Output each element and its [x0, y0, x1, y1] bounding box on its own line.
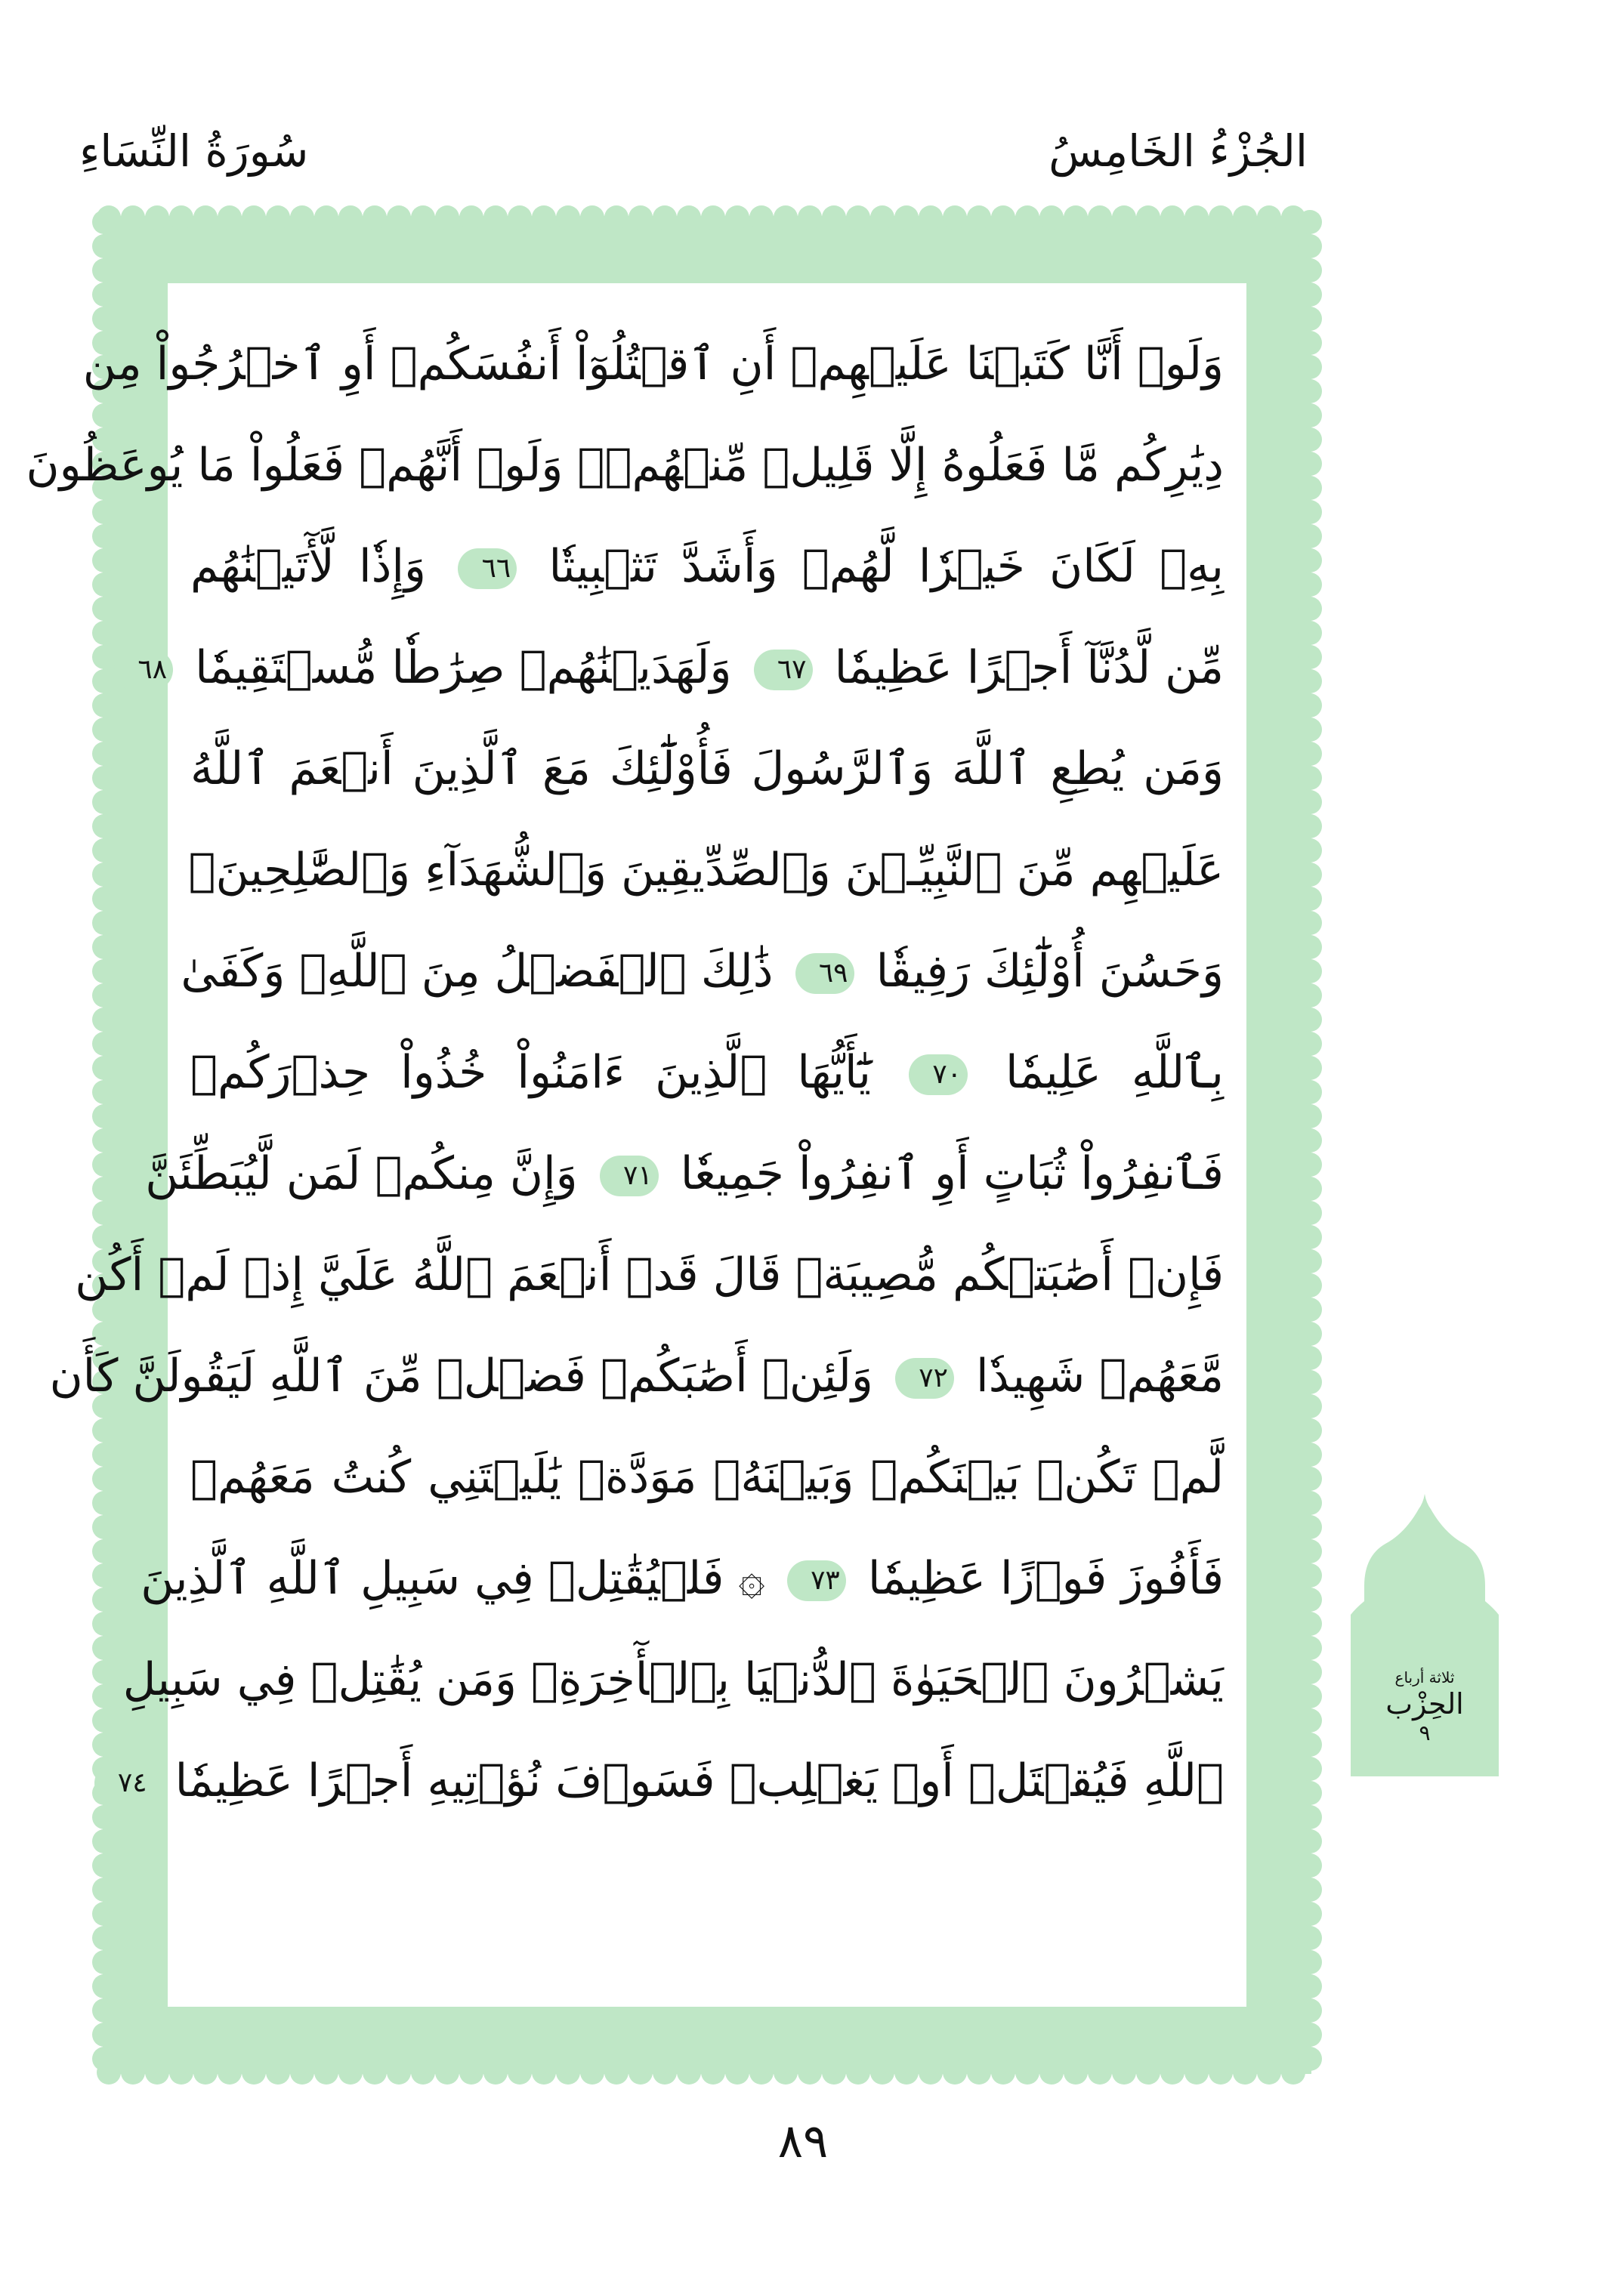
frame-scallop [145, 2060, 169, 2085]
frame-scallop [92, 1128, 116, 1153]
frame-scallop [483, 2060, 508, 2085]
frame-scallop [92, 1539, 116, 1563]
frame-scallop [822, 205, 846, 230]
verse-text: وَمَن يُطِعِ ٱللَّهَ وَٱلرَّسُولَ فَأُوْلَٰٓئِكَ مَعَ ٱلَّذِينَ أَنۡعَمَ ٱللَّهُ [190, 742, 1224, 795]
frame-scallop [92, 234, 116, 258]
frame-scallop [92, 1563, 116, 1588]
frame-scallop [92, 1878, 116, 1902]
frame-scallop [92, 790, 116, 814]
frame-scallop [483, 205, 508, 230]
frame-scallop [749, 2060, 774, 2085]
frame-scallop [92, 742, 116, 766]
frame-scallop [169, 2060, 193, 2085]
frame-scallop [1298, 693, 1322, 718]
frame-scallop [556, 205, 580, 230]
frame-scallop [1298, 1926, 1322, 1950]
frame-scallop [1039, 205, 1064, 230]
frame-scallop [92, 548, 116, 572]
frame-scallop [387, 205, 411, 230]
frame-scallop [1298, 452, 1322, 476]
frame-scallop [580, 2060, 604, 2085]
hizb-number: ٩ [1419, 1720, 1431, 1745]
frame-scallop [967, 2060, 991, 2085]
frame-scallop [508, 2060, 532, 2085]
frame-scallop [1298, 1902, 1322, 1926]
frame-scallop [1298, 1563, 1322, 1588]
frame-scallop [1298, 1515, 1322, 1539]
frame-scallop [1298, 500, 1322, 524]
frame-scallop [1088, 205, 1112, 230]
frame-scallop [92, 1201, 116, 1225]
verse-text: فَٱنفِرُواْ ثُبَاتٍ أَوِ ٱنفِرُواْ جَمِيعٗا [680, 1147, 1224, 1200]
ayah-number-marker: ٦٨ [114, 650, 173, 690]
frame-scallop [1298, 1249, 1322, 1273]
frame-scallop [677, 2060, 701, 2085]
frame-scallop [363, 2060, 387, 2085]
verse-text: بِهِۦ لَكَانَ خَيۡرٗا لَّهُمۡ وَأَشَدَّ تَثۡبِيتٗا [548, 540, 1225, 593]
frame-scallop [943, 2060, 967, 2085]
frame-scallop [774, 205, 798, 230]
frame-scallop [1298, 959, 1322, 983]
frame-scallop [725, 2060, 749, 2085]
frame-scallop [1298, 1418, 1322, 1443]
frame-scallop [1298, 1708, 1322, 1733]
frame-scallop [92, 210, 116, 234]
frame-scallop [1298, 1394, 1322, 1418]
frame-scallop [1298, 210, 1322, 234]
frame-scallop [1298, 1056, 1322, 1080]
frame-scallop [121, 2060, 145, 2085]
frame-scallop [1298, 838, 1322, 863]
frame-scallop [1298, 1660, 1322, 1684]
frame-scallop [92, 1153, 116, 1177]
frame-scallop [1298, 911, 1322, 935]
frame-scallop [1298, 1346, 1322, 1370]
frame-scallop [145, 205, 169, 230]
verse-line [181, 921, 1224, 1022]
frame-scallop [92, 718, 116, 742]
ayah-number-marker: ٧١ [600, 1156, 659, 1196]
frame-scallop [92, 1467, 116, 1491]
verse-line [145, 1123, 1224, 1224]
frame-scallop [193, 2060, 218, 2085]
frame-scallop [1298, 1491, 1322, 1515]
frame-scallop [1298, 1225, 1322, 1249]
frame-scallop [1298, 1153, 1322, 1177]
verse-text: وَحَسُنَ أُوْلَٰٓئِكَ رَفِيقٗا [876, 945, 1224, 998]
verse-line [141, 1528, 1224, 1629]
frame-scallop [1298, 1177, 1322, 1201]
verse-text: فَإِنۡ أَصَٰبَتۡكُم مُّصِيبَةٞ قَالَ قَدۡ أَنۡعَمَ ٱللَّهُ عَلَيَّ إِذۡ لَمۡ أَكُن [75, 1248, 1224, 1301]
frame-scallop [92, 258, 116, 282]
frame-scallop [1298, 1298, 1322, 1322]
frame-scallop [1298, 1443, 1322, 1467]
frame-scallop [1136, 2060, 1160, 2085]
verse-line [190, 516, 1224, 617]
frame-scallop [1233, 2060, 1257, 2085]
frame-scallop [411, 2060, 435, 2085]
frame-scallop [1298, 1829, 1322, 1853]
frame-scallop [1298, 234, 1322, 258]
frame-scallop [1298, 1080, 1322, 1104]
frame-scallop [991, 2060, 1015, 2085]
frame-scallop [1298, 331, 1322, 355]
frame-scallop [92, 1636, 116, 1660]
frame-scallop [1298, 1805, 1322, 1829]
frame-scallop [604, 2060, 629, 2085]
verse-line [117, 1730, 1224, 1832]
frame-scallop [92, 935, 116, 959]
verse-text: بِٱللَّهِ عَلِيمٗا [1005, 1046, 1224, 1099]
frame-scallop [1298, 379, 1322, 403]
frame-scallop [1298, 282, 1322, 307]
frame-scallop [1298, 307, 1322, 331]
verse-text: لَّمۡ تَكُنۢ بَيۡنَكُمۡ وَبَيۡنَهُۥ مَوَدَّةٞ يَٰلَيۡتَنِي كُنتُ مَعَهُمۡ [190, 1451, 1224, 1504]
frame-scallop [92, 1708, 116, 1733]
frame-scallop [92, 1660, 116, 1684]
frame-scallop [1298, 1757, 1322, 1781]
frame-scallop [774, 2060, 798, 2085]
frame-scallop [338, 2060, 363, 2085]
frame-scallop [266, 2060, 290, 2085]
frame-scallop [92, 1902, 116, 1926]
verse-text: ٱللَّهِ فَيُقۡتَلۡ أَوۡ يَغۡلِبۡ فَسَوۡفَ نُؤۡتِيهِ أَجۡرًا عَظِيمٗا [174, 1754, 1224, 1807]
frame-scallop [894, 205, 919, 230]
frame-scallop [798, 2060, 822, 2085]
frame-scallop [1298, 1950, 1322, 1974]
ayah-number-marker: ٦٩ [795, 953, 854, 994]
frame-scallop [653, 205, 677, 230]
frame-scallop [798, 205, 822, 230]
frame-scallop [822, 2060, 846, 2085]
verse-text: وَإِذٗا لَّأٓتَيۡنَٰهُم [190, 540, 426, 593]
frame-scallop [1298, 403, 1322, 427]
frame-scallop [1209, 205, 1233, 230]
frame-scallop [629, 205, 653, 230]
ayah-number-marker: ٧٠ [909, 1054, 968, 1095]
verse-line [190, 819, 1224, 921]
frame-scallop [1112, 205, 1136, 230]
frame-scallop [1015, 205, 1039, 230]
frame-scallop [92, 1515, 116, 1539]
verse-text: وَلَوۡ أَنَّا كَتَبۡنَا عَلَيۡهِمۡ أَنِ ٱقۡتُلُوٓاْ أَنفُسَكُمۡ أَوِ ٱخۡرُجُواْ مِن [82, 338, 1224, 390]
page-number: ٨٩ [777, 2113, 829, 2168]
frame-scallop [967, 205, 991, 230]
frame-scallop [1298, 524, 1322, 548]
frame-scallop [1298, 1853, 1322, 1878]
frame-scallop [846, 205, 870, 230]
surah-title: سُورَةُ النِّسَاءِ [79, 125, 309, 177]
frame-scallop [92, 2047, 116, 2071]
hizb-fraction-label: ثلاثة أرباع [1394, 1668, 1455, 1687]
frame-scallop [556, 2060, 580, 2085]
verse-line [137, 617, 1224, 718]
frame-scallop [92, 1032, 116, 1056]
frame-scallop [92, 282, 116, 307]
frame-scallop [92, 572, 116, 597]
verse-line [82, 313, 1224, 415]
frame-scallop [1298, 935, 1322, 959]
verse-line [190, 1022, 1224, 1123]
frame-scallop [1015, 2060, 1039, 2085]
frame-scallop [677, 205, 701, 230]
verse-line [49, 1325, 1224, 1427]
frame-scallop [1298, 1733, 1322, 1757]
ayah-number-marker: ٧٢ [895, 1358, 954, 1399]
juz-title: الجُزْءُ الخَامِسُ [1049, 125, 1308, 177]
frame-scallop [1064, 205, 1088, 230]
verse-text: يَشۡرُونَ ٱلۡحَيَوٰةَ ٱلدُّنۡيَا بِٱلۡأٓخِرَةِۚ وَمَن يُقَٰتِلۡ فِي سَبِيلِ [122, 1653, 1224, 1706]
frame-scallop [92, 1104, 116, 1128]
frame-scallop [1298, 2047, 1322, 2071]
frame-scallop [92, 1612, 116, 1636]
frame-scallop [92, 911, 116, 935]
frame-scallop [580, 205, 604, 230]
frame-scallop [1298, 1201, 1322, 1225]
frame-scallop [1257, 2060, 1281, 2085]
frame-scallop [1160, 2060, 1184, 2085]
frame-scallop [1298, 355, 1322, 379]
frame-scallop [92, 1829, 116, 1853]
frame-scallop [242, 205, 266, 230]
frame-scallop [92, 838, 116, 863]
frame-scallop [266, 205, 290, 230]
frame-scallop [919, 2060, 943, 2085]
frame-scallop [725, 205, 749, 230]
frame-scallop [629, 2060, 653, 2085]
frame-scallop [459, 2060, 483, 2085]
verse-text: ذَٰلِكَ ٱلۡفَضۡلُ مِنَ ٱللَّهِۚ وَكَفَىٰ [181, 945, 774, 998]
verse-text: دِيَٰرِكُم مَّا فَعَلُوهُ إِلَّا قَلِيلٞ مِّنۡهُمۡۖ وَلَوۡ أَنَّهُمۡ فَعَلُواْ مَا يُوعَظُونَ [26, 439, 1224, 492]
frame-scallop [1298, 1781, 1322, 1805]
frame-scallop [1298, 258, 1322, 282]
frame-scallop [1298, 1636, 1322, 1660]
verse-line [190, 1427, 1224, 1528]
frame-scallop [218, 205, 242, 230]
frame-scallop [1298, 548, 1322, 572]
frame-scallop [92, 887, 116, 911]
frame-scallop [92, 863, 116, 887]
hizb-marker-tab [1351, 1480, 1499, 1776]
frame-scallop [92, 1008, 116, 1032]
frame-scallop [92, 1056, 116, 1080]
frame-scallop [92, 1588, 116, 1612]
frame-scallop [894, 2060, 919, 2085]
verse-line [190, 718, 1224, 819]
frame-scallop [290, 2060, 314, 2085]
frame-scallop [1298, 572, 1322, 597]
frame-scallop [1184, 2060, 1209, 2085]
frame-scallop [1298, 645, 1322, 669]
verse-text: وَإِنَّ مِنكُمۡ لَمَن لَّيُبَطِّئَنَّ [145, 1147, 578, 1200]
hizb-label: الحِزْب [1385, 1687, 1464, 1720]
frame-scallop [1298, 983, 1322, 1008]
frame-scallop [92, 1684, 116, 1708]
frame-scallop [92, 766, 116, 790]
frame-scallop [1298, 597, 1322, 621]
frame-scallop [1233, 205, 1257, 230]
ayah-number-marker: ٧٣ [787, 1560, 846, 1601]
frame-scallop [701, 205, 725, 230]
frame-scallop [121, 205, 145, 230]
frame-scallop [169, 205, 193, 230]
frame-scallop [604, 205, 629, 230]
frame-scallop [92, 1080, 116, 1104]
frame-scallop [1298, 1539, 1322, 1563]
frame-scallop [1184, 205, 1209, 230]
frame-scallop [749, 205, 774, 230]
frame-scallop [92, 1491, 116, 1515]
frame-scallop [1298, 766, 1322, 790]
ayah-number-marker: ٧٤ [94, 1763, 153, 1804]
frame-scallop [1298, 2023, 1322, 2047]
frame-scallop [92, 959, 116, 983]
frame-scallop [1160, 205, 1184, 230]
frame-scallop [701, 2060, 725, 2085]
frame-scallop [1298, 1878, 1322, 1902]
frame-scallop [1039, 2060, 1064, 2085]
verse-text: يَٰٓأَيُّهَا ٱلَّذِينَ ءَامَنُواْ خُذُواْ حِذۡرَكُمۡ [190, 1046, 871, 1099]
frame-scallop [1298, 1467, 1322, 1491]
frame-scallop [1298, 1974, 1322, 1998]
frame-scallop [411, 205, 435, 230]
frame-scallop [1257, 205, 1281, 230]
frame-scallop [653, 2060, 677, 2085]
frame-scallop [92, 1974, 116, 1998]
frame-scallop [435, 205, 459, 230]
frame-scallop [1298, 1612, 1322, 1636]
frame-scallop [1298, 1322, 1322, 1346]
verse-text: فَأَفُوزَ فَوۡزًا عَظِيمٗا [867, 1552, 1224, 1605]
frame-scallop [92, 1443, 116, 1467]
frame-scallop [1064, 2060, 1088, 2085]
frame-scallop [92, 2023, 116, 2047]
verse-text: وَلَئِنۡ أَصَٰبَكُمۡ فَضۡلٞ مِّنَ ٱللَّهِ لَيَقُولَنَّ كَأَن [49, 1350, 873, 1403]
frame-scallop [1112, 2060, 1136, 2085]
frame-scallop [1298, 1588, 1322, 1612]
verse-line [122, 1629, 1224, 1730]
verse-text: ۞ فَلۡيُقَٰتِلۡ فِي سَبِيلِ ٱللَّهِ ٱلَّذِينَ [141, 1552, 765, 1605]
frame-scallop [1298, 669, 1322, 693]
verse-line [26, 415, 1224, 516]
frame-scallop [1298, 1104, 1322, 1128]
frame-scallop [1298, 887, 1322, 911]
frame-scallop [1136, 205, 1160, 230]
frame-scallop [1298, 1684, 1322, 1708]
frame-scallop [242, 2060, 266, 2085]
frame-scallop [459, 205, 483, 230]
frame-scallop [1298, 742, 1322, 766]
frame-scallop [435, 2060, 459, 2085]
frame-scallop [1298, 476, 1322, 500]
ayah-number-marker: ٦٧ [754, 650, 813, 690]
frame-scallop [290, 205, 314, 230]
frame-scallop [1088, 2060, 1112, 2085]
frame-scallop [92, 1950, 116, 1974]
quran-text-area [26, 283, 1246, 2007]
frame-scallop [532, 205, 556, 230]
frame-scallop [1298, 1032, 1322, 1056]
frame-scallop [92, 1853, 116, 1878]
frame-scallop [92, 1177, 116, 1201]
frame-scallop [92, 814, 116, 838]
frame-scallop [1298, 1273, 1322, 1298]
frame-scallop [193, 205, 218, 230]
frame-scallop [387, 2060, 411, 2085]
frame-scallop [314, 2060, 338, 2085]
frame-scallop [1298, 621, 1322, 645]
frame-scallop [92, 524, 116, 548]
verse-line [75, 1224, 1224, 1325]
frame-scallop [1298, 1008, 1322, 1032]
frame-scallop [92, 983, 116, 1008]
frame-scallop [218, 2060, 242, 2085]
verse-text: مَّعَهُمۡ شَهِيدٗا [976, 1350, 1224, 1403]
frame-scallop [991, 205, 1015, 230]
frame-scallop [314, 205, 338, 230]
frame-scallop [532, 2060, 556, 2085]
verse-text: عَلَيۡهِم مِّنَ ٱلنَّبِيِّـۧنَ وَٱلصِّدِّيقِينَ وَٱلشُّهَدَآءِ وَٱلصَّٰلِحِينَۚ [188, 844, 1224, 896]
frame-scallop [1209, 2060, 1233, 2085]
ayah-number-marker: ٦٦ [458, 548, 517, 589]
frame-scallop [1298, 427, 1322, 452]
frame-scallop [870, 205, 894, 230]
frame-scallop [1298, 863, 1322, 887]
verse-text: وَلَهَدَيۡنَٰهُمۡ صِرَٰطٗا مُّسۡتَقِيمٗا [195, 641, 732, 694]
frame-scallop [1298, 814, 1322, 838]
frame-scallop [1298, 718, 1322, 742]
frame-scallop [1298, 790, 1322, 814]
frame-scallop [1298, 1998, 1322, 2023]
frame-scallop [363, 205, 387, 230]
frame-scallop [919, 205, 943, 230]
frame-scallop [1298, 1370, 1322, 1394]
frame-scallop [846, 2060, 870, 2085]
frame-scallop [92, 1998, 116, 2023]
frame-scallop [943, 205, 967, 230]
frame-scallop [1298, 1128, 1322, 1153]
verse-text: مِّن لَّدُنَّآ أَجۡرًا عَظِيمٗا [834, 641, 1224, 694]
frame-scallop [338, 205, 363, 230]
frame-scallop [870, 2060, 894, 2085]
frame-scallop [92, 1926, 116, 1950]
frame-scallop [508, 205, 532, 230]
